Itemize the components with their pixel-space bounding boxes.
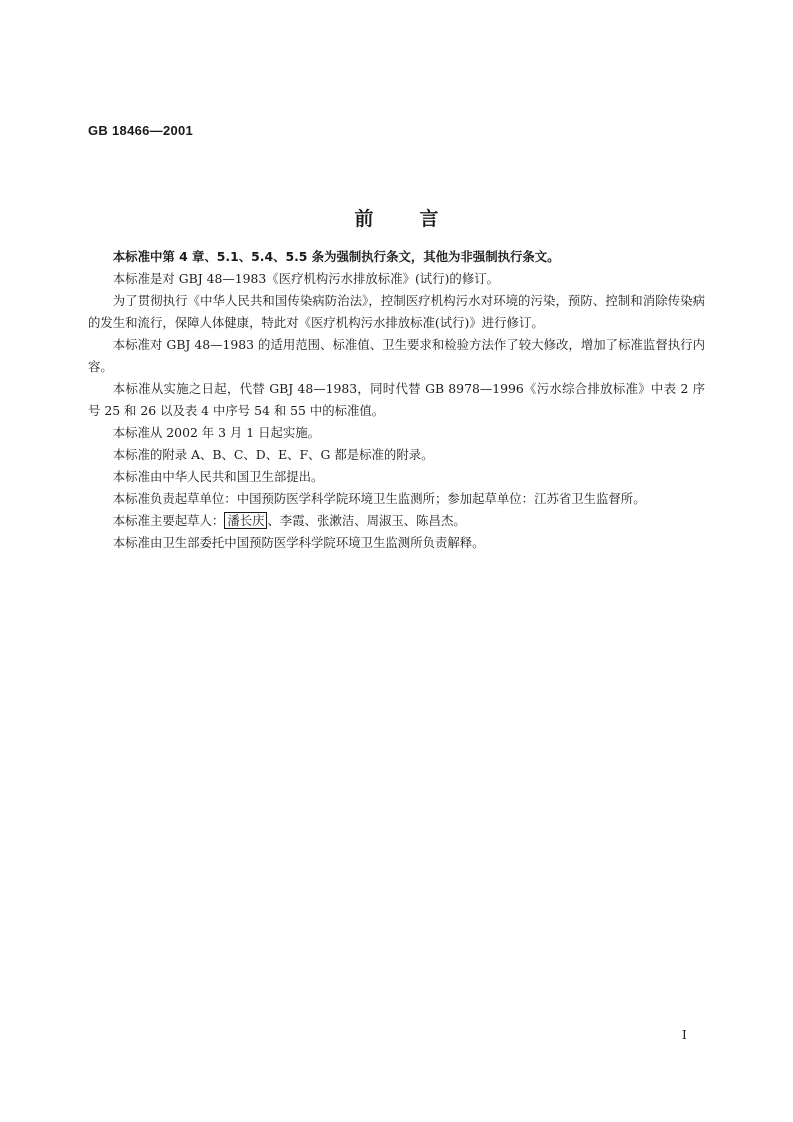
drafters-prefix: 本标准主要起草人：: [112, 513, 225, 528]
standard-number: GB 18466—2001: [88, 123, 194, 138]
paragraph-interpretation: 本标准由卫生部委托中国预防医学科学院环境卫生监测所负责解释。: [112, 535, 485, 550]
paragraph-drafting-units: 本标准负责起草单位：中国预防医学科学院环境卫生监测所；参加起草单位：江苏省卫生监督所。: [112, 491, 646, 506]
foreword-body: [88, 246, 705, 554]
paragraph-mandatory-clauses: 本标准中第 4 章、5.1、5.4、5.5 条为强制执行条文，其他为非强制执行条文。: [112, 249, 560, 264]
drafter-highlight-box: 潘长庆: [224, 512, 267, 529]
paragraph-proposer: 本标准由中华人民共和国卫生部提出。: [112, 469, 324, 484]
paragraph-changes: 本标准对 GBJ 48—1983 的适用范围、标准值、卫生要求和检验方法作了较大修改，增加了标准监督执行内容。: [88, 337, 705, 374]
drafters-rest: 、李霞、张漱洁、周淑玉、陈昌杰。: [267, 513, 466, 528]
page-title-part-1: 前: [354, 208, 374, 230]
page-number: I: [682, 1028, 687, 1042]
page-title-part-2: 言: [419, 208, 439, 230]
paragraph-revision: 本标准是对 GBJ 48—1983《医疗机构污水排放标准》(试行)的修订。: [112, 271, 499, 286]
page-title: [0, 204, 793, 231]
paragraph-drafters: [88, 510, 705, 532]
paragraph-replaces: 本标准从实施之日起，代替 GBJ 48—1983，同时代替 GB 8978—1996《污水综合排放标准》中表 2 序号 25 和 26 以及表 4 中序号 54 和 55 中的标准值。: [88, 381, 705, 418]
paragraph-appendix: 本标准的附录 A、B、C、D、E、F、G 都是标准的附录。: [112, 447, 434, 462]
paragraph-effective-date: 本标准从 2002 年 3 月 1 日起实施。: [112, 425, 321, 440]
paragraph-purpose: 为了贯彻执行《中华人民共和国传染病防治法》，控制医疗机构污水对环境的污染，预防、控制和消除传染病的发生和流行，保障人体健康，特此对《医疗机构污水排放标准(试行)》进行修订。: [88, 293, 705, 330]
